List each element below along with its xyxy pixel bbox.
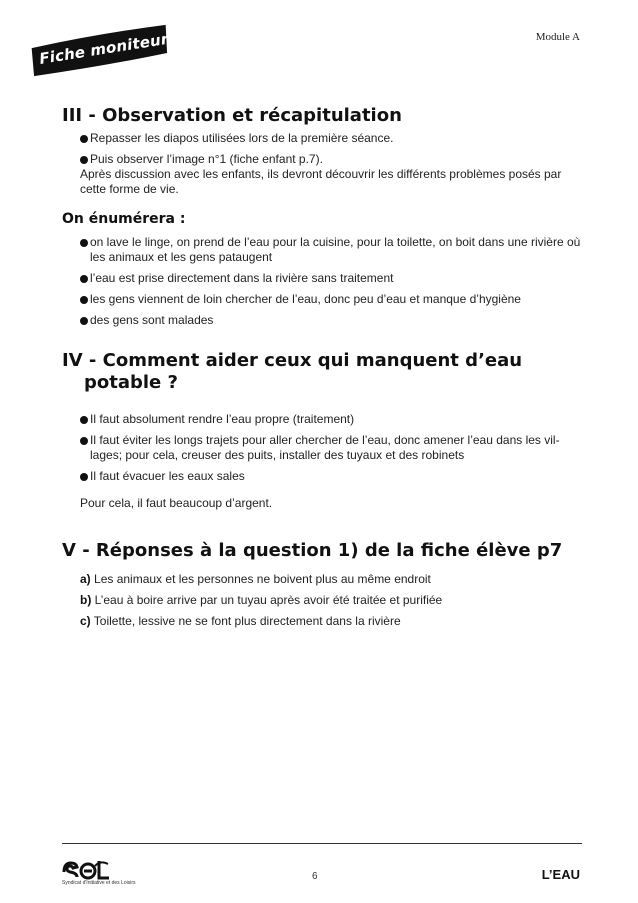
bullet-icon — [80, 416, 88, 424]
answer-item: a) Les animaux et les personnes ne boivent plus au même endroit — [80, 572, 431, 586]
section-3-list — [80, 131, 582, 167]
list-item: l’eau est prise directement dans la rivière sans traitement — [80, 271, 582, 286]
answer-item: b) L’eau à boire arrive par un tuyau après avoir été traitée et purifiée — [80, 593, 443, 607]
banner-text: Fiche moniteur — [38, 29, 170, 68]
answer-item: c) Toilette, lessive ne se font plus directement dans la rivière — [80, 614, 401, 628]
bullet-icon — [80, 296, 88, 304]
bullet-icon — [80, 135, 88, 143]
list-item: Il faut évacuer les eaux sales — [80, 469, 582, 484]
footer-title: L’EAU — [541, 867, 580, 882]
bullet-icon — [80, 156, 88, 164]
section-5-title: V - Réponses à la question 1) de la fiche élève p7 — [62, 540, 563, 561]
bullet-icon — [80, 239, 88, 247]
section-4-title — [62, 350, 582, 394]
list-item: Repasser les diapos utilisées lors de la première séance. — [80, 131, 582, 146]
list-item: on lave le linge, on prend de l’eau pour la cuisine, pour la toilette, on boit dans une rivière où les animaux et les gens pataugent — [80, 235, 582, 265]
bullet-icon — [80, 275, 88, 283]
fiche-moniteur-banner — [29, 23, 173, 82]
list-item: des gens sont malades — [80, 313, 582, 328]
section-4-title-line1: IV - Comment aider ceux qui manquent d’eau — [62, 350, 523, 371]
section-5-answers — [80, 572, 582, 635]
list-item: les gens viennent de loin chercher de l’eau, donc peu d’eau et manque d’hygiène — [80, 292, 582, 307]
bullet-icon — [80, 437, 88, 445]
section-4-note: Pour cela, il faut beaucoup d’argent. — [80, 496, 273, 510]
enumeration-title: On énumérera : — [62, 211, 186, 227]
section-3-note: Après discussion avec les enfants, ils devront découvrir les différents problèmes posés par cette forme de vie. — [80, 167, 562, 196]
page-number: 6 — [312, 871, 318, 882]
bullet-icon — [80, 317, 88, 325]
module-label: Module A — [535, 31, 580, 43]
section-4-list — [80, 412, 582, 490]
section-3-title: III - Observation et récapitulation — [62, 105, 402, 126]
list-item: Puis observer l’image n°1 (fiche enfant p.7). — [80, 152, 582, 167]
list-item: Il faut absolument rendre l’eau propre (traitement) — [80, 412, 582, 427]
logo-caption: Syndicat d'Initiative et des Loisirs — [62, 880, 136, 886]
bullet-icon — [80, 473, 88, 481]
enumeration-list — [80, 235, 582, 334]
section-4-title-line2: potable ? — [84, 372, 178, 393]
footer-divider — [62, 843, 582, 844]
list-item: Il faut éviter les longs trajets pour aller chercher de l’eau, donc amener l’eau dans les vil-lages; pour cela, creuser des puits, installer des tuyaux et des robinets — [80, 433, 582, 463]
